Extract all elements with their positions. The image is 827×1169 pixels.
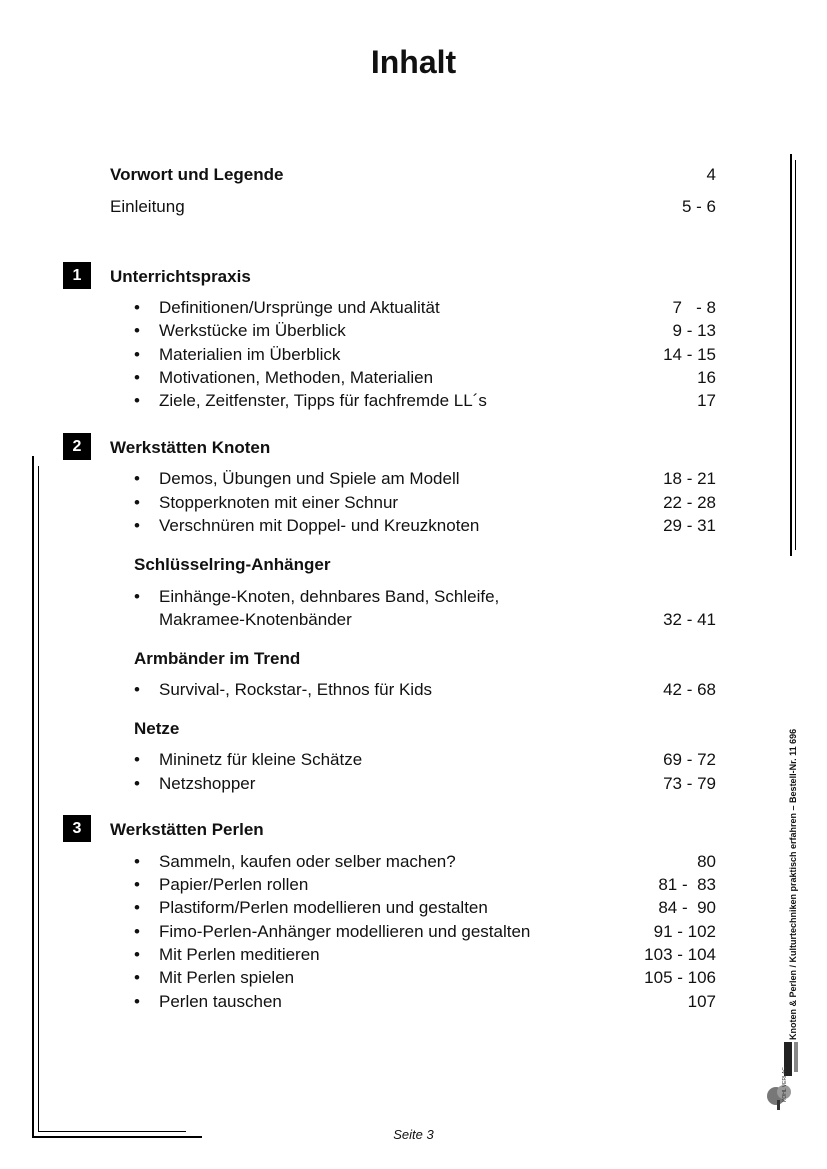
toc-item-label: Werkstücke im Überblick — [159, 321, 346, 340]
toc-item-label: Materialien im Überblick — [159, 345, 341, 364]
toc-item[interactable] — [134, 515, 716, 537]
bullet: • — [134, 750, 140, 769]
toc-item-pages: 42 - 68 — [663, 680, 716, 699]
toc-item-pages: 14 - 15 — [663, 345, 716, 364]
publisher-logo-icon — [764, 1040, 812, 1112]
toc-item[interactable] — [134, 851, 716, 873]
toc-item[interactable] — [134, 492, 716, 514]
toc-item[interactable] — [134, 773, 716, 795]
toc-item[interactable] — [134, 991, 716, 1013]
toc-item-label: Einhänge-Knoten, dehnbares Band, Schleife, — [159, 587, 500, 606]
toc-item-label: Mit Perlen spielen — [159, 968, 295, 987]
toc-item-pages: 91 - 102 — [653, 922, 716, 941]
toc-item[interactable] — [134, 320, 716, 342]
bullet: • — [134, 898, 140, 917]
toc-entry-pages: 5 - 6 — [681, 197, 716, 216]
toc-item-pages: 84 - 90 — [658, 898, 716, 917]
bullet: • — [134, 774, 140, 793]
toc-entry-pages: 4 — [706, 165, 716, 184]
subsection-heading: Schlüsselring-Anhänger — [134, 555, 331, 574]
page-number: Seite 3 — [393, 1127, 434, 1142]
toc-item-pages: 16 — [697, 368, 716, 387]
toc-item[interactable] — [134, 967, 716, 989]
toc-item[interactable] — [134, 586, 716, 608]
subsection-heading: Netze — [134, 719, 180, 738]
frame-line-right-inner — [795, 160, 796, 550]
toc-item[interactable] — [134, 344, 716, 366]
toc-item[interactable] — [134, 468, 716, 490]
toc-item-pages: 107 — [687, 992, 716, 1011]
publisher-logo-text: KOHL VERLAG — [782, 1066, 788, 1102]
frame-line-left-inner — [38, 466, 39, 1132]
toc-item-pages: 73 - 79 — [663, 774, 716, 793]
toc-item-pages: 32 - 41 — [663, 610, 716, 629]
toc-item-label: Netzshopper — [159, 774, 256, 793]
toc-item-label: Survival-, Rockstar-, Ethnos für Kids — [159, 680, 433, 699]
toc-item[interactable] — [134, 679, 716, 701]
toc-item-pages: 69 - 72 — [663, 750, 716, 769]
section-number-badge: 3 — [63, 815, 91, 842]
toc-item[interactable] — [134, 297, 716, 319]
toc-item-pages: 80 — [697, 852, 716, 871]
frame-line-right-outer — [790, 154, 792, 556]
toc-item-pages: 9 - 13 — [672, 321, 716, 340]
subsection-heading: Armbänder im Trend — [134, 649, 301, 668]
toc-entry-label: Einleitung — [110, 197, 185, 216]
toc-item-label: Mininetz für kleine Schätze — [159, 750, 363, 769]
toc-item-pages: 17 — [697, 391, 716, 410]
toc-item-label-continuation: Makramee-Knotenbänder — [159, 610, 352, 629]
toc-item[interactable] — [134, 749, 716, 771]
bullet: • — [134, 516, 140, 535]
bullet: • — [134, 368, 140, 387]
toc-item[interactable] — [134, 897, 716, 919]
bullet: • — [134, 493, 140, 512]
toc-item-label: Mit Perlen meditieren — [159, 945, 320, 964]
toc-item-label: Demos, Übungen und Spiele am Modell — [159, 469, 460, 488]
toc-item-pages: 18 - 21 — [663, 469, 716, 488]
bullet: • — [134, 922, 140, 941]
toc-item-label: Definitionen/Ursprünge und Aktualität — [159, 298, 440, 317]
toc-item[interactable] — [134, 944, 716, 966]
toc-item-pages: 81 - 83 — [658, 875, 716, 894]
page-title: Inhalt — [370, 44, 457, 80]
toc-item-pages: 7 - 8 — [672, 298, 716, 317]
sidebar-order-info: Knoten & Perlen / Kulturtechniken praktisch erfahren – Bestell-Nr. 11 696 — [788, 728, 798, 1040]
toc-entry-label: Vorwort und Legende — [110, 165, 284, 184]
bullet: • — [134, 391, 140, 410]
toc-item-label: Papier/Perlen rollen — [159, 875, 309, 894]
section-heading: Werkstätten Knoten — [110, 438, 271, 457]
toc-item-label: Motivationen, Methoden, Materialien — [159, 368, 434, 387]
toc-item[interactable] — [134, 367, 716, 389]
toc-item-label: Verschnüren mit Doppel- und Kreuzknoten — [159, 516, 480, 535]
toc-item-pages: 29 - 31 — [663, 516, 716, 535]
bullet: • — [134, 469, 140, 488]
section-number-badge: 1 — [63, 262, 91, 289]
bullet: • — [134, 298, 140, 317]
bullet: • — [134, 852, 140, 871]
toc-item-pages: 22 - 28 — [663, 493, 716, 512]
toc-item-pages: 103 - 104 — [644, 945, 716, 964]
toc-item-label: Fimo-Perlen-Anhänger modellieren und gestalten — [159, 922, 531, 941]
toc-entry-einleitung[interactable] — [110, 196, 716, 218]
toc-item[interactable] — [134, 874, 716, 896]
toc-item-pages-row — [134, 609, 716, 631]
bullet: • — [134, 992, 140, 1011]
bullet: • — [134, 321, 140, 340]
toc-entry-vorwort[interactable] — [110, 164, 716, 186]
toc-item-label: Ziele, Zeitfenster, Tipps für fachfremde LL´s — [159, 391, 487, 410]
toc-item[interactable] — [134, 390, 716, 412]
toc-item-label: Plastiform/Perlen modellieren und gestalten — [159, 898, 488, 917]
bullet: • — [134, 680, 140, 699]
bullet: • — [134, 345, 140, 364]
toc-item-pages: 105 - 106 — [644, 968, 716, 987]
toc-item-label: Stopperknoten mit einer Schnur — [159, 493, 399, 512]
toc-item-label: Sammeln, kaufen oder selber machen? — [159, 852, 456, 871]
bullet: • — [134, 875, 140, 894]
toc-item[interactable] — [134, 921, 716, 943]
frame-line-left-outer — [32, 456, 34, 1138]
section-heading: Unterrichtspraxis — [110, 267, 251, 286]
bullet: • — [134, 945, 140, 964]
bullet: • — [134, 587, 140, 606]
section-heading: Werkstätten Perlen — [110, 820, 264, 839]
bullet: • — [134, 968, 140, 987]
section-number-badge: 2 — [63, 433, 91, 460]
toc-item-label: Perlen tauschen — [159, 992, 282, 1011]
